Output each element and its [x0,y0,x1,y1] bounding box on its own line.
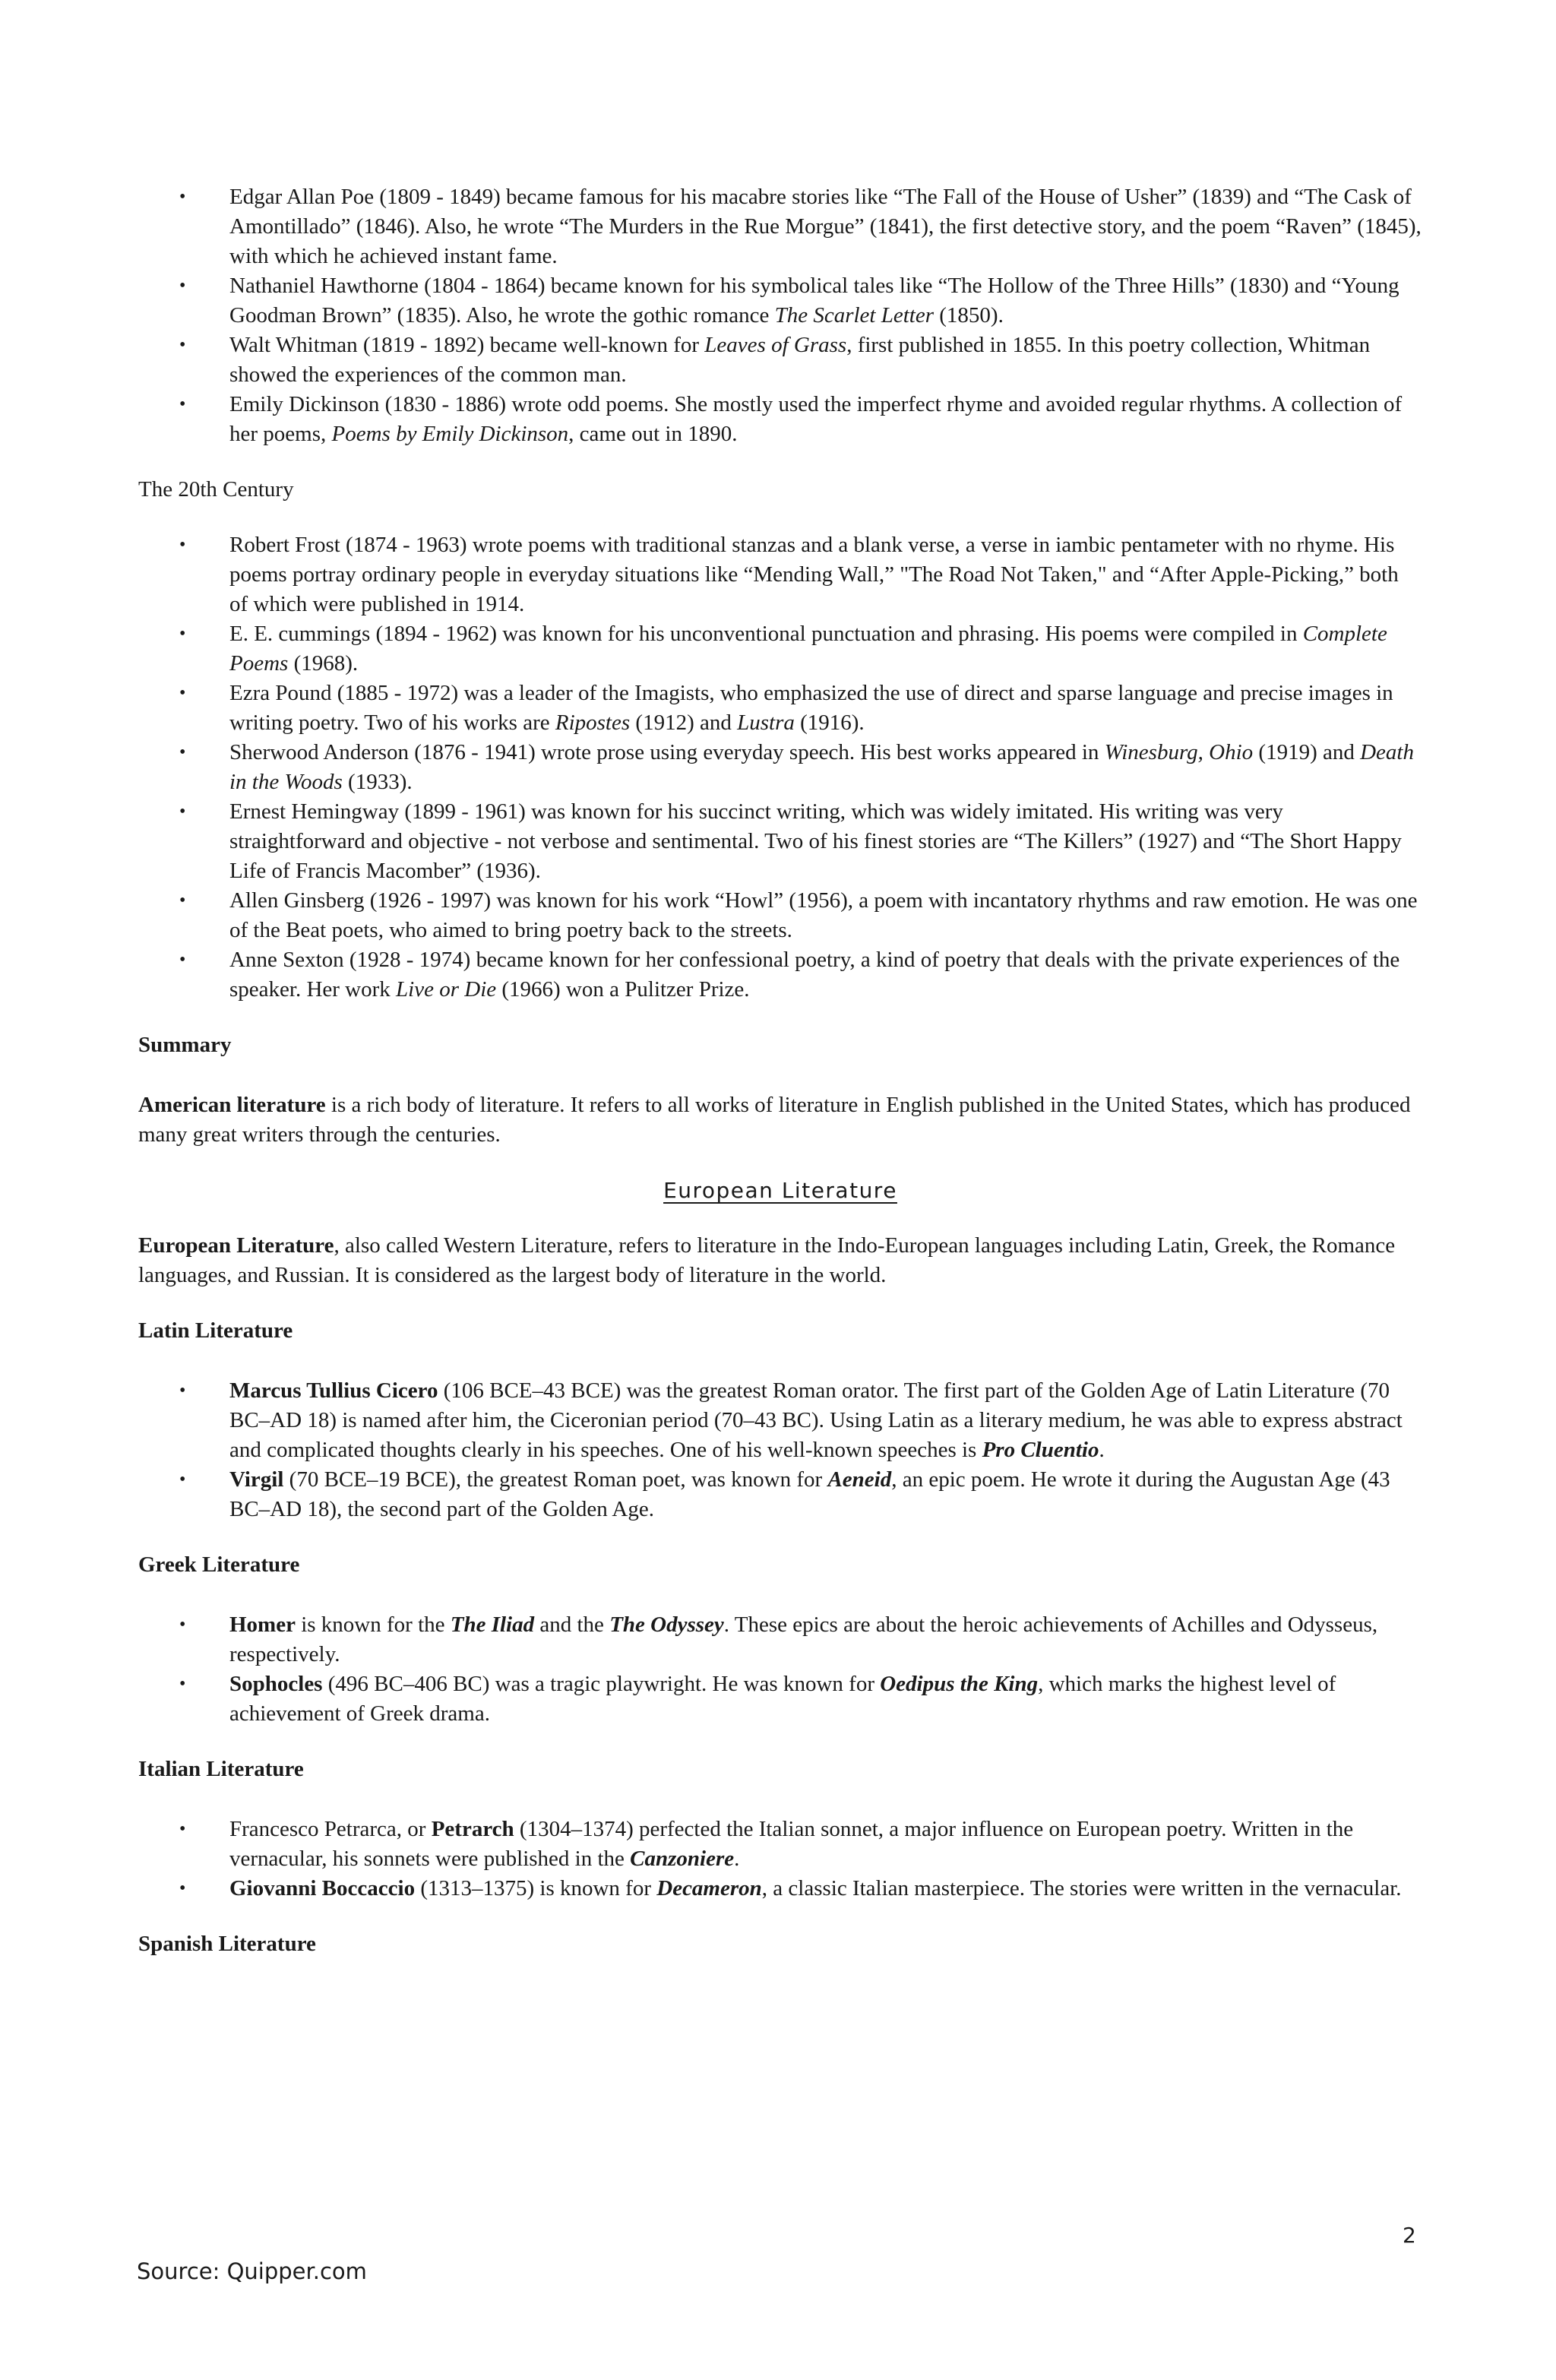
list-item [138,619,1422,679]
list-item [138,886,1422,945]
bullet-icon: • [179,802,186,821]
list-item [138,331,1422,390]
bullet-icon: • [179,950,186,970]
text-run: Walt Whitman (1819 - 1892) became well-known for [229,333,705,357]
text-run: Edgar Allan Poe (1809 - 1849) became famous for his macabre stories like “The Fall of the House of Usher” (1839) and “The Cask of Amontillado” (1846). Also, he wrote “The Murders in the Rue Morgue” (1841), the first detective story, and the poem “Raven” (1845), with which he achieved instant fame. [229,185,1422,268]
section-heading-20th-century: The 20th Century [138,477,294,502]
spanish-literature-heading: Spanish Literature [138,1932,316,1956]
bold-text: Marcus Tullius Cicero [229,1378,438,1403]
list-item [138,1610,1422,1669]
text-run: (1919) and [1253,740,1361,764]
italic-title: Leaves of Grass [704,333,847,357]
italic-title: Live or Die [396,977,497,1002]
text-run: (1968). [288,651,359,676]
american-20th-century-list [138,530,1422,1005]
bold-italic-title: Canzoniere [630,1847,735,1871]
bold-italic-title: The Iliad [450,1613,535,1637]
bold-italic-title: Decameron [656,1876,762,1901]
text-run: Robert Frost (1874 - 1963) wrote poems with traditional stanzas and a blank verse, a verse in iambic pentameter with no rhyme. His poems portray ordinary people in everyday situations like “Mending Wall,” "The Road Not Taken," and “After Apple-Picking,” both of which were published in 1914. [229,533,1399,616]
european-literature-title: European Literature [663,1178,897,1203]
bullet-icon: • [179,1615,186,1635]
bullet-icon: • [179,394,186,414]
bullet-icon: • [179,891,186,910]
bullet-icon: • [179,1381,186,1400]
text-run: . [1099,1438,1105,1462]
text-run: . [734,1847,740,1871]
bold-text: European Literature [138,1233,334,1258]
american-19th-century-list [138,182,1422,449]
text-run: , an epic poem. He wrote it during the Augustan Age (43 BC–AD 18), the second part of the Golden Age. [229,1467,1390,1521]
list-item [138,679,1422,738]
bullet-icon: • [179,624,186,644]
text-run: Nathaniel Hawthorne (1804 - 1864) became known for his symbolical tales like “The Hollow of the Three Hills” (1830) and “Young Goodman Brown” (1835). Also, he wrote the gothic romance [229,274,1399,328]
italian-literature-list [138,1815,1422,1904]
bold-italic-title: Pro Cluentio [982,1438,1099,1462]
text-run: (1313–1375) is known for [415,1876,657,1901]
text-run: Ezra Pound (1885 - 1972) was a leader of the Imagists, who emphasized the use of direct and sparse language and precise images in writing poetry. Two of his works are [229,681,1393,735]
text-run: is a rich body of literature. It refers to all works of literature in English published in the United States, which has produced many great writers through the centuries. [138,1093,1411,1147]
italic-title: Complete Poems [229,622,1387,676]
latin-literature-heading: Latin Literature [138,1318,293,1343]
list-item [138,390,1422,449]
list-item [138,1376,1422,1465]
text-run: E. E. cummings (1894 - 1962) was known for his unconventional punctuation and phrasing. His poems were compiled in [229,622,1303,646]
bullet-icon: • [179,742,186,762]
bullet-icon: • [179,335,186,355]
summary-heading: Summary [138,1033,232,1057]
text-run: Allen Ginsberg (1926 - 1997) was known for his work “Howl” (1956), a poem with incantatory rhythms and raw emotion. He was one of the Beat poets, who aimed to bring poetry back to the streets. [229,888,1418,942]
bold-text: American literature [138,1093,326,1117]
list-item [138,945,1422,1005]
bold-text: Giovanni Boccaccio [229,1876,416,1901]
bullet-icon: • [179,276,186,296]
text-run: (1912) and [630,711,738,735]
italic-title: Winesburg, Ohio [1104,740,1254,764]
list-item [138,271,1422,331]
list-item [138,1815,1422,1874]
bullet-icon: • [179,1878,186,1898]
bullet-icon: • [179,683,186,703]
page-content [138,182,1422,1959]
bold-text: Sophocles [229,1672,323,1696]
text-run: (106 BCE–43 BCE) was the greatest Roman orator. The first part of the Golden Age of Latin Literature (70 BC–AD 18) is named after him, the Ciceronian period (70–43 BC). Using Latin as a literary medium, he was able to express abstract and complicated thoughts clearly in his speeches. One of his well-known speeches is [229,1378,1403,1462]
text-run: and the [534,1613,610,1637]
page-number: 2 [1403,2223,1416,2248]
text-run: (1304–1374) perfected the Italian sonnet, a major influence on European poetry. Written in the vernacular, his sonnets were published in the [229,1817,1354,1871]
bullet-icon: • [179,1819,186,1839]
text-run: (1966) won a Pulitzer Prize. [496,977,750,1002]
bold-italic-title: Oedipus the King [880,1672,1039,1696]
bold-text: Virgil [229,1467,284,1492]
greek-literature-heading: Greek Literature [138,1552,300,1577]
summary-paragraph [138,1090,1422,1150]
italic-title: Poems by Emily Dickinson [331,422,569,446]
bold-italic-title: The Odyssey [609,1613,724,1637]
text-run: (1933). [342,770,413,794]
list-item [138,738,1422,797]
text-run: . These epics are about the heroic achievements of Achilles and Odysseus, respectively. [229,1613,1378,1666]
text-run: is known for the [295,1613,451,1637]
text-run: (1850). [934,303,1004,328]
source-credit: Source: Quipper.com [137,2258,367,2284]
text-run: , a classic Italian masterpiece. The stories were written in the vernacular. [761,1876,1402,1901]
italic-title: The Scarlet Letter [774,303,935,328]
text-run: Emily Dickinson (1830 - 1886) wrote odd poems. She mostly used the imperfect rhyme and avoided regular rhythms. A collection of her poems, [229,392,1403,446]
text-run: (496 BC–406 BC) was a tragic playwright. He was known for [322,1672,881,1696]
list-item [138,530,1422,619]
bullet-icon: • [179,1674,186,1694]
italic-title: Ripostes [555,711,631,735]
list-item [138,1874,1422,1904]
bullet-icon: • [179,1470,186,1489]
text-run: (70 BCE–19 BCE), the greatest Roman poet, was known for [283,1467,828,1492]
bold-italic-title: Aeneid [827,1467,892,1492]
italic-title: Death in the Woods [229,740,1414,794]
list-item [138,1669,1422,1729]
list-item [138,797,1422,886]
list-item [138,182,1422,271]
italian-literature-heading: Italian Literature [138,1757,304,1781]
text-run: (1916). [794,711,865,735]
text-run: Ernest Hemingway (1899 - 1961) was known for his succinct writing, which was widely imitated. His writing was very straightforward and objective - not verbose and sentimental. Two of his finest stories are “The Killers” (1927) and “The Short Happy Life of Francis Macomber” (1936). [229,799,1402,883]
text-run: , also called Western Literature, refers to literature in the Indo-European languages including Latin, Greek, the Romance languages, and Russian. It is considered as the largest body of literature in the world. [138,1233,1396,1287]
latin-literature-list [138,1376,1422,1524]
bullet-icon: • [179,535,186,555]
list-item [138,1465,1422,1524]
text-run: Sherwood Anderson (1876 - 1941) wrote prose using everyday speech. His best works appeared in [229,740,1105,764]
greek-literature-list [138,1610,1422,1729]
italic-title: Lustra [737,711,795,735]
bold-text: Petrarch [431,1817,514,1841]
text-run: Francesco Petrarca, or [229,1817,432,1841]
text-run: , which marks the highest level of achievement of Greek drama. [229,1672,1336,1726]
text-run: , first published in 1855. In this poetry collection, Whitman showed the experiences of the common man. [229,333,1371,387]
european-literature-paragraph [138,1231,1422,1290]
bullet-icon: • [179,187,186,207]
bold-text: Homer [229,1613,296,1637]
text-run: , came out in 1890. [568,422,738,446]
text-run: Anne Sexton (1928 - 1974) became known for her confessional poetry, a kind of poetry that deals with the private experiences of the speaker. Her work [229,948,1400,1002]
